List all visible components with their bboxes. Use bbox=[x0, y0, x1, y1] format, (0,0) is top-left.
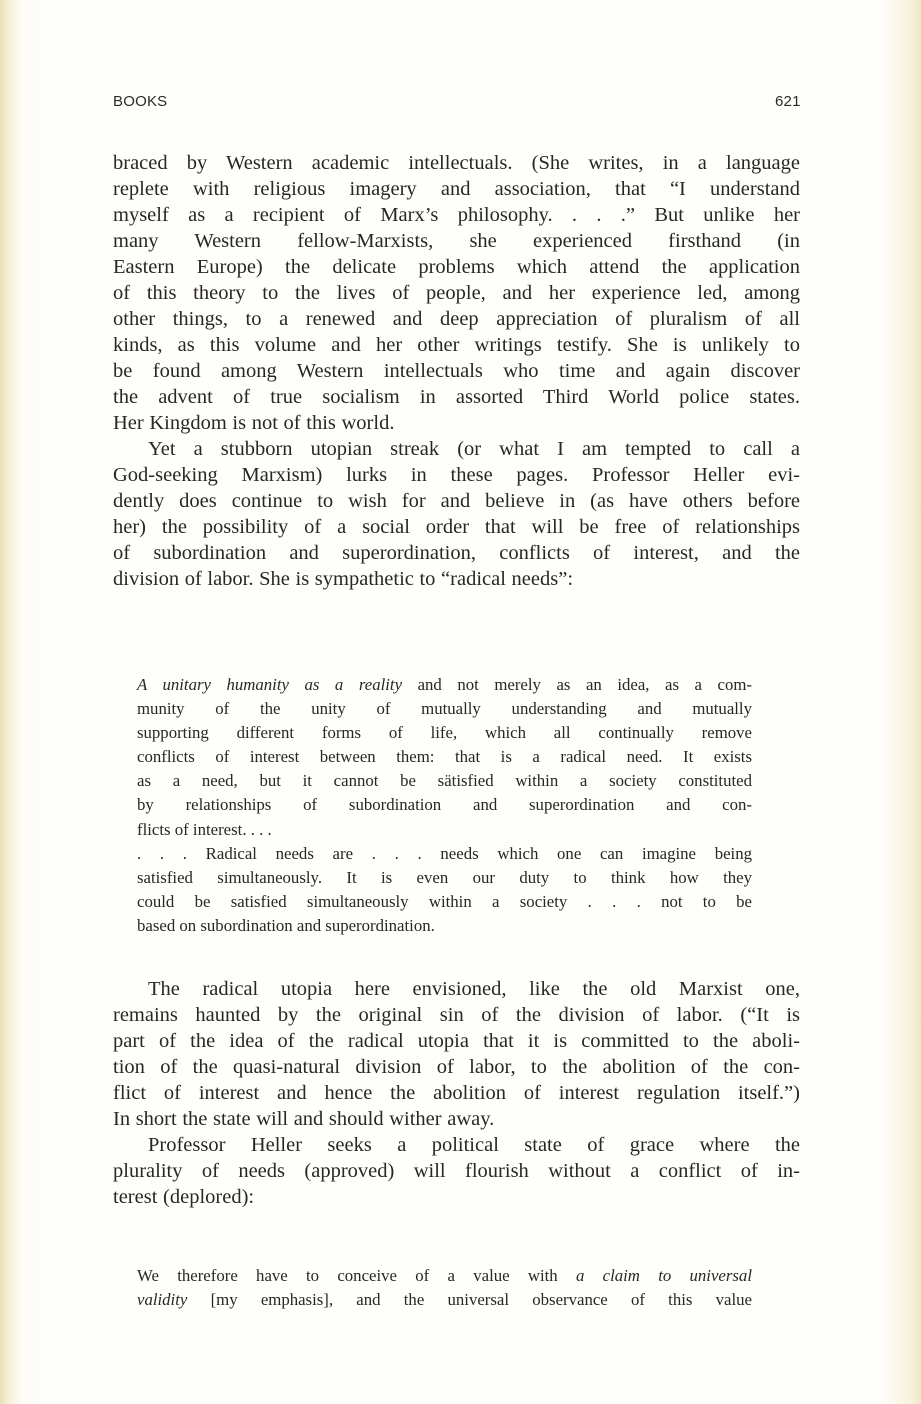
text-line bbox=[113, 410, 800, 436]
text-line bbox=[113, 254, 800, 280]
text: In short the state will and should wither away. bbox=[113, 1108, 495, 1130]
text-line bbox=[137, 673, 752, 697]
text-line bbox=[137, 769, 752, 793]
text: remains haunted by the original sin of the division of labor. (“It is bbox=[113, 1004, 800, 1026]
paragraph-4 bbox=[113, 1132, 800, 1210]
text: terest (deplored): bbox=[113, 1186, 255, 1208]
text: God-seeking Marxism) lurks in these pages. Professor Heller evi- bbox=[113, 464, 800, 486]
text-line bbox=[113, 176, 800, 202]
block-quote-1 bbox=[137, 673, 752, 938]
text: tion of the quasi-natural division of labor, to the abolition of the con- bbox=[113, 1056, 800, 1078]
text: satisfied simultaneously. It is even our duty to think how they bbox=[137, 867, 752, 887]
text: The radical utopia here envisioned, like the old Marxist one, bbox=[148, 978, 800, 1000]
paragraph-1 bbox=[113, 150, 800, 436]
italic-text: A unitary humanity as a reality bbox=[137, 675, 403, 694]
paragraph-3 bbox=[113, 976, 800, 1132]
text-line bbox=[113, 202, 800, 228]
text: could be satisfied simultaneously within a society . . . not to be bbox=[137, 891, 752, 911]
text: of subordination and superordination, conflicts of interest, and the bbox=[113, 542, 800, 564]
text: conflicts of interest between them: that is a radical need. It exists bbox=[137, 747, 752, 767]
text-line bbox=[113, 1080, 800, 1106]
italic-text: a claim to universal bbox=[575, 1266, 752, 1285]
text-line bbox=[137, 793, 752, 817]
text-line bbox=[113, 1158, 800, 1184]
text-line bbox=[113, 1184, 800, 1210]
text: and not merely as an idea, as a com- bbox=[402, 675, 752, 694]
text: many Western fellow-Marxists, she experienced firsthand (in bbox=[113, 230, 800, 252]
text-line bbox=[137, 1264, 752, 1288]
text: Professor Heller seeks a political state of grace where the bbox=[148, 1134, 800, 1156]
text: supporting different forms of life, which all continually remove bbox=[137, 723, 752, 743]
text: Eastern Europe) the delicate problems which attend the application bbox=[113, 256, 800, 278]
text-line bbox=[137, 697, 752, 721]
text-line bbox=[113, 1028, 800, 1054]
text-line bbox=[113, 1054, 800, 1080]
text: flict of interest and hence the abolition of interest regulation itself.”) bbox=[113, 1082, 800, 1104]
text-line bbox=[113, 150, 800, 176]
italic-text: validity bbox=[137, 1290, 188, 1310]
text-line bbox=[113, 358, 800, 384]
text-line bbox=[113, 488, 800, 514]
text: other things, to a renewed and deep appreciation of pluralism of all bbox=[113, 308, 800, 330]
text-line bbox=[137, 818, 752, 842]
text: We therefore have to conceive of a value with bbox=[137, 1266, 576, 1285]
text-line bbox=[113, 384, 800, 410]
text: dently does continue to wish for and believe in (as have others before bbox=[113, 490, 800, 512]
text: plurality of needs (approved) will flourish without a conflict of in- bbox=[113, 1160, 800, 1182]
text: flicts of interest. . . . bbox=[137, 819, 272, 839]
text-line bbox=[137, 721, 752, 745]
text-line bbox=[113, 436, 800, 462]
paragraph-2 bbox=[113, 436, 800, 592]
text-line bbox=[113, 976, 800, 1002]
text-line bbox=[113, 540, 800, 566]
text: [my emphasis], and the universal observance of this value bbox=[187, 1290, 752, 1310]
text: division of labor. She is sympathetic to “radical needs”: bbox=[113, 568, 574, 590]
text: . . . Radical needs are . . . needs which one can imagine being bbox=[137, 843, 752, 863]
text-line bbox=[137, 914, 752, 938]
text: by relationships of subordination and superordination and con- bbox=[137, 795, 752, 815]
text-line bbox=[113, 228, 800, 254]
text-line bbox=[113, 566, 800, 592]
text-line bbox=[137, 745, 752, 769]
page-number: 621 bbox=[775, 93, 801, 110]
text-line bbox=[113, 280, 800, 306]
text: kinds, as this volume and her other writings testify. She is unlikely to bbox=[113, 334, 800, 356]
text-line bbox=[113, 514, 800, 540]
text-line bbox=[113, 306, 800, 332]
text-line bbox=[113, 332, 800, 358]
text: part of the idea of the radical utopia that it is committed to the aboli- bbox=[113, 1030, 800, 1052]
text: based on subordination and superordination. bbox=[137, 915, 435, 935]
text: munity of the unity of mutually understanding and mutually bbox=[137, 699, 752, 719]
text: myself as a recipient of Marx’s philosophy. . . .” But unlike her bbox=[113, 204, 800, 226]
running-head: BOOKS bbox=[113, 93, 168, 110]
text-line bbox=[137, 890, 752, 914]
text-line bbox=[137, 866, 752, 890]
text: the advent of true socialism in assorted Third World police states. bbox=[113, 386, 800, 408]
text: be found among Western intellectuals who time and again discover bbox=[113, 360, 800, 382]
text-line bbox=[137, 1288, 752, 1312]
text-line bbox=[113, 1002, 800, 1028]
text: replete with religious imagery and association, that “I understand bbox=[113, 178, 800, 200]
text-line bbox=[113, 1132, 800, 1158]
text: braced by Western academic intellectuals. (She writes, in a language bbox=[113, 152, 800, 174]
text: as a need, but it cannot be sätisfied within a society constituted bbox=[137, 771, 752, 791]
text: of this theory to the lives of people, and her experience led, among bbox=[113, 282, 800, 304]
text: Yet a stubborn utopian streak (or what I am tempted to call a bbox=[148, 438, 800, 460]
text-line bbox=[113, 462, 800, 488]
text-line bbox=[137, 842, 752, 866]
text: her) the possibility of a social order that will be free of relationships bbox=[113, 516, 800, 538]
text: Her Kingdom is not of this world. bbox=[113, 412, 395, 434]
block-quote-2 bbox=[137, 1264, 752, 1312]
text-line bbox=[113, 1106, 800, 1132]
